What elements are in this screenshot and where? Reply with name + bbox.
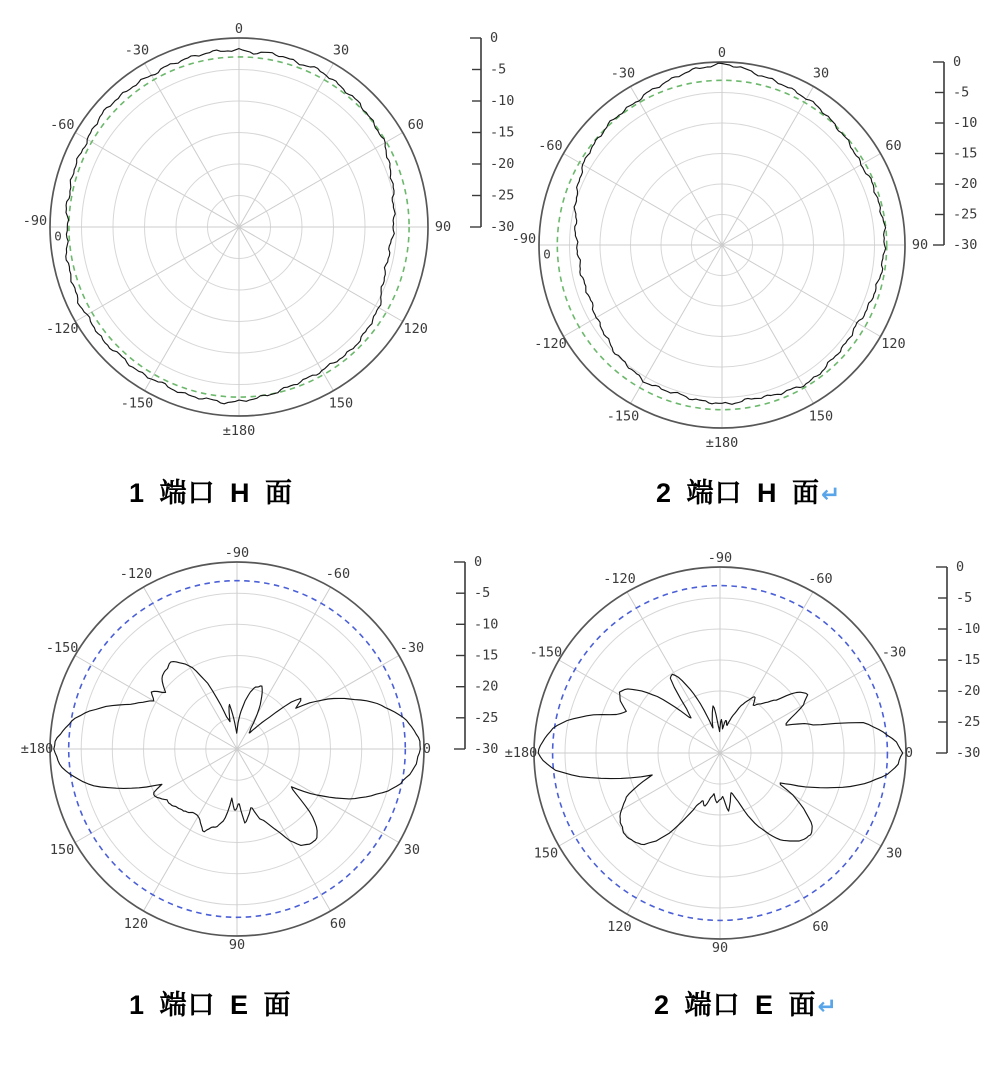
scale-bar-tick-label: -20 xyxy=(953,176,978,192)
scale-bar-tick-label: 0 xyxy=(474,554,483,570)
angle-label: -120 xyxy=(603,570,636,587)
angle-label: 30 xyxy=(885,845,903,862)
caption-port1-h-plane xyxy=(129,471,294,510)
scale-bar-tick-label: -25 xyxy=(490,187,515,204)
scale-bar-tick-label: -25 xyxy=(956,714,981,730)
angle-label: -150 xyxy=(120,395,154,412)
angle-label: 0 xyxy=(717,45,727,61)
angle-label: -30 xyxy=(124,42,150,59)
scale-bar-tick-label: 0 xyxy=(956,559,965,575)
angle-label: 90 xyxy=(228,937,246,953)
scale-bar-tick-label: -25 xyxy=(474,709,499,726)
caption-port2-h-plane xyxy=(656,471,841,510)
angle-label: 30 xyxy=(332,42,350,59)
angle-label: -60 xyxy=(808,570,833,587)
measured-trace xyxy=(66,49,395,404)
angle-label: 120 xyxy=(123,915,149,932)
angle-label: ±180 xyxy=(504,745,538,761)
caption-text: 2 端口 H 面 xyxy=(656,478,821,508)
angle-label: 30 xyxy=(812,65,830,82)
scale-bar-tick-label: -15 xyxy=(474,647,499,664)
scale-bar-tick-label: -30 xyxy=(953,237,978,253)
angle-label: 150 xyxy=(328,395,354,412)
angle-label: 60 xyxy=(812,919,829,936)
angle-label: 120 xyxy=(607,919,632,936)
measured-trace xyxy=(574,63,886,404)
angle-label: 90 xyxy=(434,219,452,235)
return-mark-icon: ↵ xyxy=(821,481,842,507)
scale-bar-tick-label: 0 xyxy=(953,54,962,70)
scale-bar-tick-label: -30 xyxy=(956,745,981,761)
angle-label: 0 xyxy=(904,745,914,761)
angle-label: 150 xyxy=(533,845,559,862)
scale-bar xyxy=(933,54,977,253)
return-mark-icon: ↵ xyxy=(817,993,838,1019)
angle-label: -150 xyxy=(606,408,640,425)
angle-label: 60 xyxy=(885,138,902,154)
angle-label: -90 xyxy=(22,213,48,229)
angle-label: 60 xyxy=(329,915,347,932)
angle-label: 0 xyxy=(234,21,244,37)
angle-label: -60 xyxy=(50,117,75,133)
scale-bar-tick-label: -5 xyxy=(490,61,507,78)
radial-zero-label: 0 xyxy=(543,246,551,262)
caption-port2-e-plane xyxy=(654,983,838,1022)
scale-bar-tick-label: -20 xyxy=(490,156,515,172)
plot-port2-h-plane xyxy=(512,45,978,451)
scale-bar-tick-label: -20 xyxy=(474,678,499,695)
plot-port2-e-plane xyxy=(505,550,981,956)
angle-label: ±180 xyxy=(222,423,256,439)
scale-bar-tick-label: -10 xyxy=(953,115,978,131)
angle-label: -90 xyxy=(224,545,250,561)
scale-bar-tick-label: -15 xyxy=(953,145,978,162)
plot-port1-e-plane xyxy=(21,545,499,953)
scale-bar-tick-label: -30 xyxy=(474,741,499,757)
angle-label: 150 xyxy=(49,842,75,858)
angle-label: -30 xyxy=(881,644,907,661)
angle-label: -30 xyxy=(610,65,636,82)
angle-label: 120 xyxy=(881,336,906,352)
angle-label: -90 xyxy=(707,550,733,566)
scale-bar-tick-label: -20 xyxy=(956,683,981,699)
angle-label: -60 xyxy=(538,138,563,154)
scale-bar-tick-label: -10 xyxy=(474,616,499,633)
angle-label: 90 xyxy=(711,940,729,956)
angle-label: 150 xyxy=(808,408,834,425)
scale-bar-tick-label: -25 xyxy=(953,206,978,223)
angle-label: 0 xyxy=(422,741,432,757)
angle-label: -60 xyxy=(325,566,351,583)
plot-port1-h-plane xyxy=(23,21,515,439)
angle-label: 30 xyxy=(403,842,421,858)
angle-label: -150 xyxy=(45,640,79,656)
caption-text: 2 端口 E 面 xyxy=(654,990,817,1020)
caption-text: 1 端口 H 面 xyxy=(129,478,294,508)
radial-zero-label: 0 xyxy=(54,228,62,244)
scale-bar-tick-label: -5 xyxy=(953,84,970,101)
scale-bar-tick-label: -30 xyxy=(490,219,515,235)
scale-bar-tick-label: 0 xyxy=(490,30,499,46)
scale-bar xyxy=(936,559,980,761)
scale-bar xyxy=(454,554,498,757)
scale-bar-tick-label: -10 xyxy=(956,621,981,637)
angle-label: ±180 xyxy=(20,741,54,757)
angle-label: -120 xyxy=(534,336,567,352)
angle-label: -30 xyxy=(399,640,425,656)
angle-label: -150 xyxy=(529,644,563,661)
angle-label: 120 xyxy=(403,321,428,337)
scale-bar-tick-label: -5 xyxy=(474,585,491,602)
caption-port1-e-plane xyxy=(129,983,293,1022)
caption-text: 1 端口 E 面 xyxy=(129,990,292,1020)
angle-label: 90 xyxy=(911,237,929,253)
angle-label: -120 xyxy=(119,566,153,583)
scale-bar-tick-label: -10 xyxy=(490,93,515,109)
scale-bar-tick-label: -15 xyxy=(490,124,515,141)
scale-bar-tick-label: -15 xyxy=(956,652,981,668)
angle-label: ±180 xyxy=(705,435,739,451)
angle-label: 60 xyxy=(407,117,424,133)
angle-label: -120 xyxy=(46,321,79,337)
angle-label: -90 xyxy=(511,231,537,247)
scale-bar-tick-label: -5 xyxy=(956,590,973,606)
scale-bar xyxy=(470,30,514,235)
